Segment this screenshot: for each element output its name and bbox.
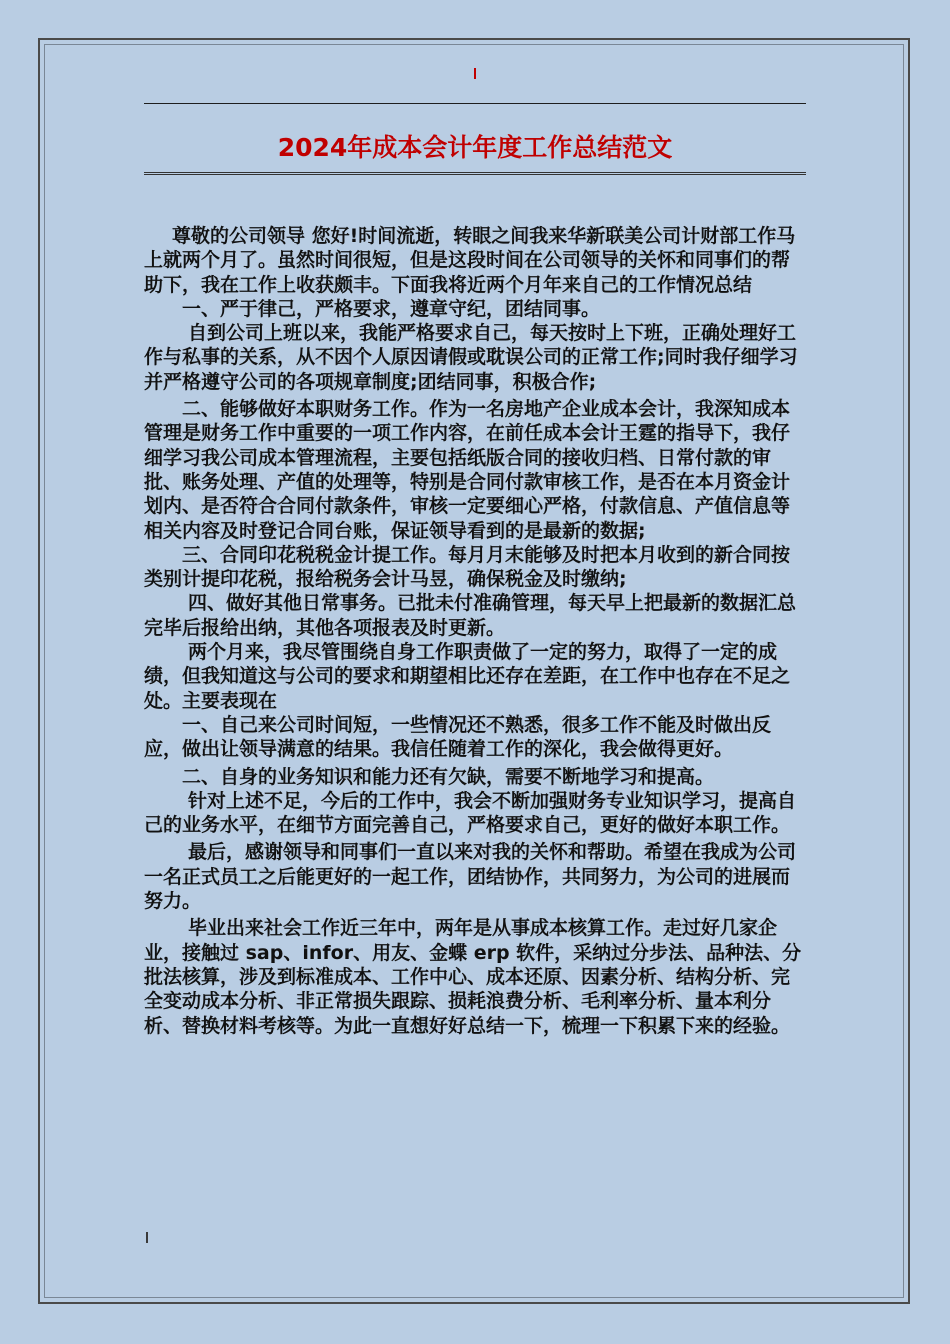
- paragraph-heading-1: 一、严于律己，严格要求，遵章守纪，团结同事。: [182, 297, 601, 320]
- paragraph-heading-2: 二、能够做好本职财务工作。作为一名房地产企业成本会计，我深知成本管理是财务工作中重要的一项工作内容，在前任成本会计王霆的指导下，我仔细学习我公司成本管理流程，主要包括纸版合同的接收归档、日常付款的审批、账务处理、产值的处理等，特别是合同付款审核工作，是否在本月资金计划内、是否符合合同付款条件，审核一定要细心严格，付款信息、产值信息等相关内容及时登记合同台账，保证领导看到的是最新的数据;: [144, 398, 791, 542]
- paragraph-heading-3: 三、合同印花税税金计提工作。每月月末能够及时把本月收到的新合同按类别计提印花税，报给税务会计马昱，确保税金及时缴纳;: [144, 543, 791, 591]
- paragraph-discipline: 自到公司上班以来，我能严格要求自己，每天按时上下班，正确处理好工作与私事的关系，从不因个人原因请假或耽误公司的正常工作;同时我仔细学习并严格遵守公司的各项规章制度;团结同事，积极合作;: [144, 322, 798, 393]
- header-rule: [144, 103, 806, 104]
- document-title: 2024年成本会计年度工作总结范文: [277, 133, 673, 162]
- paragraph-shortcoming-1: 一、自己来公司时间短，一些情况还不熟悉，很多工作不能及时做出反应，做出让领导满意的结果。我信任随着工作的深化，我会做得更好。: [144, 713, 772, 761]
- paragraph-heading-4: 四、做好其他日常事务。已批未付准确管理，每天早上把最新的数据汇总完毕后报给出纳，其他各项报表及时更新。: [144, 592, 797, 639]
- paragraph-thanks: 最后，感谢领导和同事们一直以来对我的关怀和帮助。希望在我成为公司一名正式员工之后能更好的一起工作，团结协作，共同努力，为公司的进展而努力。: [144, 841, 797, 913]
- cursor-mark-top: [474, 68, 476, 79]
- cursor-mark-bottom: [146, 1232, 148, 1243]
- paragraph-improvement: 针对上述不足，今后的工作中，我会不断加强财务专业知识学习，提高自己的业务水平，在细节方面完善自己，严格要求自己，更好的做好本职工作。: [144, 789, 797, 837]
- paragraph-greeting: 尊敬的公司领导 您好!时间流逝，转眼之间我来华新联美公司计财部工作马上就两个月了。虽然时间很短，但是这段时间在公司领导的关怀和同事们的帮助下，我在工作上收获颇丰。下面我将近两个月年来自己的工作情况总结: [144, 225, 796, 296]
- paragraph-shortcoming-2: 二、自身的业务知识和能力还有欠缺，需要不断地学习和提高。: [182, 765, 715, 788]
- title-underline-rule: [144, 172, 806, 175]
- paragraph-experience: 毕业出来社会工作近三年中，两年是从事成本核算工作。走过好几家企业，接触过 sap、infor、用友、金蝶 erp 软件，采纳过分步法、品种法、分批法核算，涉及到标准成本、工作中心、成本还原、因素分析、结构分析、完全变动成本分析、非正常损失跟踪、损耗浪费分析、毛利率分析、量本利分析、替换材料考核等。为此一直想好好总结一下，梳理一下积累下来的经验。: [144, 917, 802, 1037]
- document-body: [144, 224, 808, 1038]
- paragraph-summary: 两个月来，我尽管围绕自身工作职责做了一定的努力，取得了一定的成绩，但我知道这与公司的要求和期望相比还存在差距，在工作中也存在不足之处。主要表现在: [144, 641, 791, 712]
